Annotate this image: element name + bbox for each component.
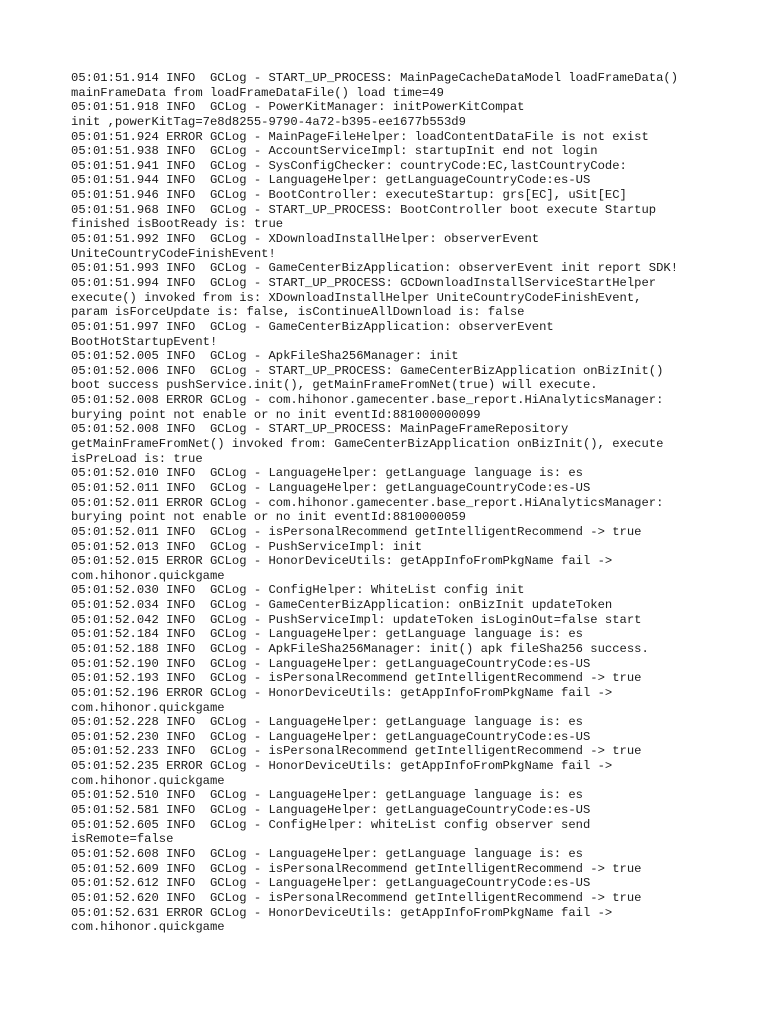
- log-line: 05:01:52.005 INFO GCLog - ApkFileSha256Manager: init: [71, 349, 459, 364]
- log-line: 05:01:51.941 INFO GCLog - SysConfigChecker: countryCode:EC,lastCountryCode:: [71, 158, 627, 173]
- log-line: 05:01:52.190 INFO GCLog - LanguageHelper: getLanguageCountryCode:es-US: [71, 656, 591, 671]
- log-line: 05:01:52.233 INFO GCLog - isPersonalRecommend getIntelligentRecommend -> true: [71, 744, 642, 759]
- log-line: boot success pushService.init(), getMainFrameFromNet(true) will execute.: [71, 378, 598, 393]
- log-line: 05:01:52.612 INFO GCLog - LanguageHelper: getLanguageCountryCode:es-US: [71, 876, 591, 891]
- log-line: execute() invoked from is: XDownloadInstallHelper UniteCountryCodeFinishEvent,: [71, 290, 642, 305]
- log-line: com.hihonor.quickgame: [71, 568, 225, 583]
- log-line: com.hihonor.quickgame: [71, 773, 225, 788]
- log-line: 05:01:52.034 INFO GCLog - GameCenterBizApplication: onBizInit updateToken: [71, 598, 613, 613]
- log-line: 05:01:52.609 INFO GCLog - isPersonalRecommend getIntelligentRecommend -> true: [71, 861, 642, 876]
- log-line: burying point not enable or no init eventId:8810000059: [71, 510, 466, 525]
- log-line: getMainFrameFromNet() invoked from: GameCenterBizApplication onBizInit(), execute: [71, 437, 664, 452]
- log-line: 05:01:51.997 INFO GCLog - GameCenterBizApplication: observerEvent: [71, 319, 554, 334]
- log-text-block: [71, 71, 731, 935]
- log-line: isPreLoad is: true: [71, 451, 203, 466]
- log-line: 05:01:52.581 INFO GCLog - LanguageHelper: getLanguageCountryCode:es-US: [71, 803, 591, 818]
- log-line: 05:01:52.196 ERROR GCLog - HonorDeviceUtils: getAppInfoFromPkgName fail ->: [71, 685, 613, 700]
- log-line: 05:01:52.030 INFO GCLog - ConfigHelper: WhiteList config init: [71, 583, 525, 598]
- log-line: 05:01:52.015 ERROR GCLog - HonorDeviceUtils: getAppInfoFromPkgName fail ->: [71, 554, 613, 569]
- log-line: com.hihonor.quickgame: [71, 920, 225, 935]
- log-line: 05:01:52.188 INFO GCLog - ApkFileSha256Manager: init() apk fileSha256 success.: [71, 641, 649, 656]
- log-line: 05:01:52.620 INFO GCLog - isPersonalRecommend getIntelligentRecommend -> true: [71, 890, 642, 905]
- log-line: param isForceUpdate is: false, isContinueAllDownload is: false: [71, 305, 525, 320]
- log-line: finished isBootReady is: true: [71, 217, 284, 232]
- log-line: 05:01:52.008 ERROR GCLog - com.hihonor.gamecenter.base_report.HiAnalyticsManager:: [71, 393, 664, 408]
- log-line: 05:01:52.006 INFO GCLog - START_UP_PROCESS: GameCenterBizApplication onBizInit(): [71, 363, 664, 378]
- log-line: isRemote=false: [71, 832, 174, 847]
- log-line: 05:01:51.993 INFO GCLog - GameCenterBizApplication: observerEvent init report SDK!: [71, 261, 679, 276]
- log-line: 05:01:52.235 ERROR GCLog - HonorDeviceUtils: getAppInfoFromPkgName fail ->: [71, 759, 613, 774]
- log-line: 05:01:51.992 INFO GCLog - XDownloadInstallHelper: observerEvent: [71, 232, 540, 247]
- log-line: 05:01:52.184 INFO GCLog - LanguageHelper: getLanguage language is: es: [71, 627, 583, 642]
- log-line: 05:01:51.968 INFO GCLog - START_UP_PROCESS: BootController boot execute Startup: [71, 202, 657, 217]
- log-line: 05:01:51.944 INFO GCLog - LanguageHelper: getLanguageCountryCode:es-US: [71, 173, 591, 188]
- log-line: 05:01:52.228 INFO GCLog - LanguageHelper: getLanguage language is: es: [71, 715, 583, 730]
- log-line: 05:01:52.011 INFO GCLog - LanguageHelper: getLanguageCountryCode:es-US: [71, 480, 591, 495]
- log-line: 05:01:52.011 ERROR GCLog - com.hihonor.gamecenter.base_report.HiAnalyticsManager:: [71, 495, 664, 510]
- log-line: 05:01:52.605 INFO GCLog - ConfigHelper: whiteList config observer send: [71, 817, 591, 832]
- log-line: 05:01:52.193 INFO GCLog - isPersonalRecommend getIntelligentRecommend -> true: [71, 671, 642, 686]
- log-line: 05:01:52.010 INFO GCLog - LanguageHelper: getLanguage language is: es: [71, 466, 583, 481]
- log-line: 05:01:51.914 INFO GCLog - START_UP_PROCESS: MainPageCacheDataModel loadFrameData(): [71, 71, 679, 85]
- log-line: burying point not enable or no init eventId:881000000099: [71, 407, 481, 422]
- log-line: 05:01:52.631 ERROR GCLog - HonorDeviceUtils: getAppInfoFromPkgName fail ->: [71, 905, 613, 920]
- log-line: 05:01:51.924 ERROR GCLog - MainPageFileHelper: loadContentDataFile is not exist: [71, 129, 649, 144]
- log-line: BootHotStartupEvent!: [71, 334, 218, 349]
- log-line: com.hihonor.quickgame: [71, 700, 225, 715]
- log-line: UniteCountryCodeFinishEvent!: [71, 246, 276, 261]
- log-line: 05:01:51.938 INFO GCLog - AccountServiceImpl: startupInit end not login: [71, 144, 598, 159]
- log-line: 05:01:52.230 INFO GCLog - LanguageHelper: getLanguageCountryCode:es-US: [71, 729, 591, 744]
- log-line: 05:01:52.011 INFO GCLog - isPersonalRecommend getIntelligentRecommend -> true: [71, 524, 642, 539]
- log-line: mainFrameData from loadFrameDataFile() load time=49: [71, 85, 444, 100]
- log-line: init ,powerKitTag=7e8d8255-9790-4a72-b395-ee1677b553d9: [71, 114, 466, 129]
- log-line: 05:01:51.918 INFO GCLog - PowerKitManager: initPowerKitCompat: [71, 100, 525, 115]
- log-line: 05:01:52.008 INFO GCLog - START_UP_PROCESS: MainPageFrameRepository: [71, 422, 569, 437]
- log-line: 05:01:51.946 INFO GCLog - BootController: executeStartup: grs[EC], uSit[EC]: [71, 188, 627, 203]
- log-line: 05:01:52.510 INFO GCLog - LanguageHelper: getLanguage language is: es: [71, 788, 583, 803]
- log-line: 05:01:52.042 INFO GCLog - PushServiceImpl: updateToken isLoginOut=false start: [71, 612, 642, 627]
- log-line: 05:01:51.994 INFO GCLog - START_UP_PROCESS: GCDownloadInstallServiceStartHelper: [71, 275, 657, 290]
- log-line: 05:01:52.013 INFO GCLog - PushServiceImpl: init: [71, 539, 423, 554]
- log-line: 05:01:52.608 INFO GCLog - LanguageHelper: getLanguage language is: es: [71, 846, 583, 861]
